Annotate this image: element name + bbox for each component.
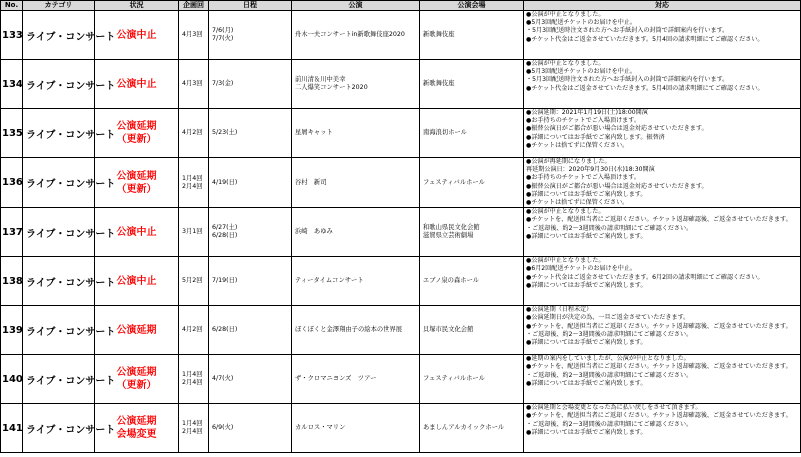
row-number: 133 <box>1 11 23 60</box>
row-number: 140 <box>1 355 23 404</box>
row-response-line: ●公演延期（日程未定） <box>526 306 593 314</box>
row-performance-line: 前川清＆川中美幸 <box>295 76 346 83</box>
row-venue-line: 貝塚市民文化会館 <box>423 326 474 334</box>
row-venue-line: あましんアルカイックホール <box>423 424 505 432</box>
row-response-line: ●チケットを、配送担当者にご返却ください。チケット返却確認後、ご返金させていただきます。 <box>526 322 792 330</box>
row-round <box>179 208 209 257</box>
row-response <box>524 109 801 158</box>
header-round: 企画回 <box>179 1 209 11</box>
row-performance <box>292 306 420 355</box>
row-response <box>524 11 801 60</box>
row-venue <box>420 257 524 306</box>
row-status-line: （更新） <box>116 183 157 195</box>
header-category: カテゴリ <box>23 1 95 11</box>
row-performance <box>292 257 420 306</box>
row-date <box>209 11 292 60</box>
row-response-line: ●公演延期と会場変更となった為に払い戻しをさせて頂きます。 <box>526 404 702 412</box>
row-venue <box>420 404 524 453</box>
row-performance <box>292 355 420 404</box>
row-response-line: ●チケットを、配送担当者にご返却ください。チケット返却確認後、ご返金させていただきます。 <box>526 216 792 224</box>
row-performance-line: カルロス・マリン <box>295 424 346 432</box>
row-response-line: ・5月3回配送時注文された方へお手紙封入の封筒で詳細案内を行います。 <box>526 76 729 84</box>
row-status-line: 公演延期 <box>116 170 157 182</box>
table-row <box>1 208 801 257</box>
row-response-line: ●チケット代金はご返金させていただきます。5月4回の請求明細にてご確認ください。 <box>526 35 764 43</box>
row-response-line: ●チケット代金はご返金させていただきます。5月4回の請求明細にてご確認ください。 <box>526 84 764 92</box>
row-venue <box>420 306 524 355</box>
row-round <box>179 11 209 60</box>
table-row <box>1 355 801 404</box>
row-round <box>179 60 209 109</box>
row-performance-line: ザ・クロマニヨンズ ツアー <box>295 375 377 383</box>
row-date <box>209 208 292 257</box>
row-venue-line: フェスティバルホール <box>423 178 485 186</box>
row-performance-line: ぼくぼくと金澤翔由子の絵本の世界展 <box>295 326 403 334</box>
row-response-line: ●チケット代金はご返金させていただきます。6月2回の請求明細にてご確認ください。 <box>526 273 764 281</box>
row-response-line: ●詳細についてはお手紙でご案内致します。 <box>526 232 647 240</box>
row-date-line: 6/9(火) <box>212 424 234 432</box>
row-performance <box>292 158 420 208</box>
row-response <box>524 306 801 355</box>
row-round-line: 4月2回 <box>182 326 203 334</box>
row-venue <box>420 60 524 109</box>
row-response <box>524 158 801 208</box>
row-response-line: ●公演が中止となりました。 <box>526 60 605 67</box>
row-status-line: 公演中止 <box>116 275 157 287</box>
row-status-line: （更新） <box>116 380 157 392</box>
row-response-line: ●公演が再延期になりました。 <box>526 158 611 165</box>
row-date-line: 6/28(日) <box>212 232 238 240</box>
row-venue <box>420 208 524 257</box>
row-response <box>524 60 801 109</box>
row-date <box>209 306 292 355</box>
row-response-line: ●延期の案内をしていましたが、公演が中止となりました。 <box>526 355 690 363</box>
table-row <box>1 257 801 306</box>
row-round <box>179 404 209 453</box>
table-row <box>1 306 801 355</box>
row-response-line: ●公演が中止となりました。 <box>526 257 605 265</box>
row-venue-line: 南海浪切ホール <box>423 129 467 136</box>
row-round-line: 2月4回 <box>182 428 203 436</box>
row-status-line: 公演中止 <box>116 29 157 41</box>
row-response-line: ●公演延期：2021年1月19日(土)18:00開演 <box>526 109 648 116</box>
row-status-line: 公演延期 <box>116 121 157 132</box>
row-date-line: 5/23(土) <box>212 129 238 136</box>
row-category: ライブ・コンサート <box>23 306 95 355</box>
row-round <box>179 257 209 306</box>
row-date <box>209 158 292 208</box>
row-response-line: ●詳細についてはお手紙でご案内致します。 <box>526 379 647 387</box>
row-response-line: ●振替公演日がご都合が悪い場合は返金対応させていただきます。 <box>526 182 708 190</box>
row-performance-line: 星屑キャット <box>295 129 333 136</box>
row-number: 138 <box>1 257 23 306</box>
header-no: No. <box>1 1 23 11</box>
row-status-line: （更新） <box>116 134 157 145</box>
row-status-line: 公演中止 <box>116 78 157 90</box>
row-round-line: 1月4回 <box>182 420 203 428</box>
row-response-line: ●お手持ちのチケットでご入場頂けます。 <box>526 117 640 125</box>
row-status-line: 公演延期 <box>116 367 157 379</box>
row-response-line: 再延期公演日：2020年9月30日(水)18:30開演 <box>526 166 655 174</box>
row-performance-line: 浜崎 あゆみ <box>295 228 333 236</box>
row-performance <box>292 11 420 60</box>
row-performance <box>292 208 420 257</box>
row-venue-line: 新歌舞伎座 <box>423 31 455 38</box>
row-performance-line: 谷村 新司 <box>295 178 327 186</box>
row-venue <box>420 355 524 404</box>
row-response-line: ●公演延期日が決定の為、一旦ご返金させていただきます。 <box>526 314 690 322</box>
row-date-line: 7/7(火) <box>212 35 234 42</box>
row-response-line: ・ご返却後、約2～3週間後の請求明細にてご確認ください。 <box>526 330 693 338</box>
row-response-line: ●チケットは捨てずに保管ください。 <box>526 199 629 207</box>
row-date-line: 6/27(土) <box>212 224 238 232</box>
row-number: 136 <box>1 158 23 208</box>
row-response-line: ・5月3回配送時注文された方へお手紙封入の封筒で詳細案内を行います。 <box>526 27 729 35</box>
row-category: ライブ・コンサート <box>23 257 95 306</box>
row-performance-line: ティータイムコンサート <box>295 277 364 285</box>
row-response-line: ●公演が中止となりました。 <box>526 208 605 216</box>
row-response-line: ●振替公演日がご都合が悪い場合は返金対応させていただきます。 <box>526 125 708 133</box>
row-date-line: 7/3(金) <box>212 80 234 87</box>
row-round <box>179 158 209 208</box>
row-performance-line: 二人爆笑コンサート2020 <box>295 84 368 91</box>
row-response-line: ●チケットを、配送担当者にご返却ください。チケット返却確認後、ご返金させていただきます。 <box>526 412 792 420</box>
row-response <box>524 257 801 306</box>
row-venue-line: 滋賀県立芸術劇場 <box>423 232 474 240</box>
row-response <box>524 404 801 453</box>
row-status-line: 公演延期 <box>116 416 157 428</box>
row-number: 139 <box>1 306 23 355</box>
row-date-line: 7/19(日) <box>212 277 238 285</box>
row-response-line: ●チケットは捨てずに保管ください。 <box>526 141 629 149</box>
table-row <box>1 60 801 109</box>
row-category: ライブ・コンサート <box>23 158 95 208</box>
row-round-line: 2月4回 <box>182 182 203 190</box>
header-date: 日程 <box>209 1 292 11</box>
row-response-line: ●公演が中止となりました。 <box>526 11 605 18</box>
header-row <box>1 1 801 11</box>
row-performance <box>292 109 420 158</box>
row-category: ライブ・コンサート <box>23 355 95 404</box>
row-venue <box>420 158 524 208</box>
row-response-line: ●5月3回配送チケットのお届けを中止。 <box>526 19 637 27</box>
table-row <box>1 404 801 453</box>
row-venue-line: フェスティバルホール <box>423 375 485 383</box>
row-date-line: 7/6(月) <box>212 27 234 34</box>
row-round <box>179 355 209 404</box>
row-round-line: 1月4回 <box>182 174 203 182</box>
row-date-line: 4/7(火) <box>212 375 234 383</box>
row-category: ライブ・コンサート <box>23 60 95 109</box>
row-response-line: ●詳細についてはお手紙でご案内致します。 <box>526 281 647 289</box>
row-performance-line: 舟木一夫コンサートin新歌舞伎座2020 <box>295 31 405 38</box>
header-status: 状況 <box>95 1 179 11</box>
table-row <box>1 158 801 208</box>
row-date <box>209 60 292 109</box>
row-date <box>209 404 292 453</box>
row-round <box>179 109 209 158</box>
row-response <box>524 208 801 257</box>
row-category: ライブ・コンサート <box>23 109 95 158</box>
row-date <box>209 257 292 306</box>
row-performance <box>292 60 420 109</box>
row-response-line: ●チケットを、配送担当者にご返却ください。チケット返却確認後、ご返金させていただきます。 <box>526 363 792 371</box>
row-performance <box>292 404 420 453</box>
row-date-line: 4/19(日) <box>212 178 238 186</box>
row-venue-line: 新歌舞伎座 <box>423 80 455 87</box>
row-round-line: 4月3回 <box>182 80 203 87</box>
header-response: 対応 <box>524 1 801 11</box>
row-round-line: 4月2回 <box>182 129 203 136</box>
row-date <box>209 355 292 404</box>
row-response-line: ●詳細についてはお手紙でご案内致します。振替済 <box>526 133 665 141</box>
row-venue <box>420 11 524 60</box>
row-date <box>209 109 292 158</box>
row-venue-line: エブノ泉の森ホール <box>423 277 480 285</box>
row-category: ライブ・コンサート <box>23 208 95 257</box>
row-response-line: ・ご返却後、約2～3週間後の請求明細にてご確認ください。 <box>526 224 693 232</box>
row-round-line: 1月4回 <box>182 371 203 379</box>
row-number: 135 <box>1 109 23 158</box>
header-venue: 公演会場 <box>420 1 524 11</box>
row-response-line: ●詳細についてはお手紙でご案内致します。 <box>526 339 647 347</box>
row-response-line: ●5月3回配送チケットのお届けを中止。 <box>526 68 637 76</box>
row-number: 141 <box>1 404 23 453</box>
row-response-line: ●詳細についてはお手紙でご案内致します。 <box>526 190 647 198</box>
row-response-line: ●詳細についてはお手紙でご案内致します。 <box>526 428 647 436</box>
row-category: ライブ・コンサート <box>23 11 95 60</box>
row-round-line: 4月3回 <box>182 31 203 38</box>
row-round-line: 3月1回 <box>182 228 203 236</box>
row-response-line: ・ご返却後、約2～3週間後の請求明細にてご確認ください。 <box>526 420 693 428</box>
row-response <box>524 355 801 404</box>
row-response-line: ・ご返却後、約2～3週間後の請求明細にてご確認ください。 <box>526 371 693 379</box>
row-venue <box>420 109 524 158</box>
header-performance: 公演 <box>292 1 420 11</box>
row-round <box>179 306 209 355</box>
table-row <box>1 11 801 60</box>
row-number: 134 <box>1 60 23 109</box>
row-category: ライブ・コンサート <box>23 404 95 453</box>
row-number: 137 <box>1 208 23 257</box>
row-status-line: 公演延期 <box>116 324 157 336</box>
row-status-line: 会場変更 <box>116 429 157 441</box>
row-response-line: ●6月2回配送チケットのお届けを中止。 <box>526 265 637 273</box>
table-row <box>1 109 801 158</box>
row-status-line: 公演中止 <box>116 226 157 238</box>
row-response-line: ●お手持ちのチケットでご入場頂けます。 <box>526 174 640 182</box>
row-round-line: 2月4回 <box>182 379 203 387</box>
row-round-line: 5月2回 <box>182 277 203 285</box>
row-venue-line: 和歌山県民文化会館 <box>423 224 480 232</box>
row-date-line: 6/28(日) <box>212 326 238 334</box>
